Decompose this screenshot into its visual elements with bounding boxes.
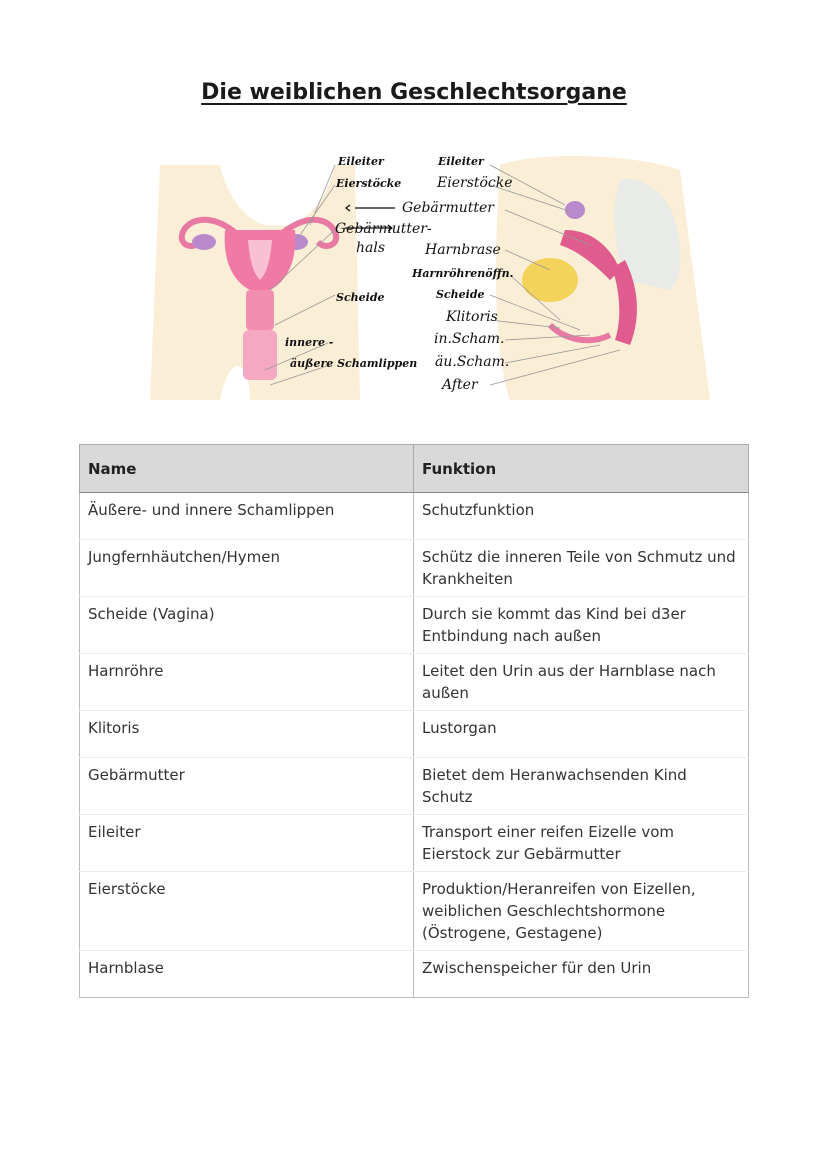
organ-function: Produktion/Heranreifen von Eizellen, weiblichen Geschlechtshormone (Östrogene, Gestagene) <box>414 872 749 951</box>
table-row <box>80 493 749 540</box>
organ-function: Transport einer reifen Eizelle vom Eierstock zur Gebärmutter <box>414 815 749 872</box>
organ-name: Harnröhre <box>80 654 414 711</box>
organ-function: Bietet dem Heranwachsenden Kind Schutz <box>414 758 749 815</box>
label-side-harnroehre: Harnröhrenöffn. <box>412 267 514 280</box>
label-side-eierstoecke: Eierstöcke <box>437 175 513 191</box>
organ-name: Eileiter <box>80 815 414 872</box>
label-front-eierstoecke: Eierstöcke <box>336 177 402 190</box>
table-row <box>80 872 749 951</box>
table-header-row <box>80 445 749 493</box>
table-row <box>80 597 749 654</box>
label-side-eileiter: Eileiter <box>438 155 484 168</box>
anatomy-figure <box>120 150 710 400</box>
organ-name: Äußere- und innere Schamlippen <box>80 493 414 540</box>
organ-function: Leitet den Urin aus der Harnblase nach außen <box>414 654 749 711</box>
table-row <box>80 654 749 711</box>
label-side-after: After <box>442 377 478 393</box>
table-row <box>80 758 749 815</box>
header-funktion: Funktion <box>414 445 749 493</box>
label-front-scheide: Scheide <box>336 291 385 304</box>
label-front-aeussere: äußere Schamlippen <box>290 357 418 370</box>
label-front-gebaermutterhals-1: Gebärmutter- <box>335 221 432 237</box>
organ-name: Gebärmutter <box>80 758 414 815</box>
organ-function: Zwischenspeicher für den Urin <box>414 951 749 998</box>
organ-name: Eierstöcke <box>80 872 414 951</box>
organ-name: Harnblase <box>80 951 414 998</box>
organ-name: Scheide (Vagina) <box>80 597 414 654</box>
label-side-gebaermutter: Gebärmutter <box>402 200 494 216</box>
label-side-in-scham: in.Scham. <box>434 331 505 347</box>
organ-name: Jungfernhäutchen/Hymen <box>80 540 414 597</box>
organ-function: Lustorgan <box>414 711 749 758</box>
label-front-innere: innere - <box>285 336 334 349</box>
label-front-gebaermutterhals-2: hals <box>356 240 386 256</box>
label-side-klitoris: Klitoris <box>446 309 498 325</box>
table-row <box>80 711 749 758</box>
table-row <box>80 951 749 998</box>
organ-name: Klitoris <box>80 711 414 758</box>
page-title: Die weiblichen Geschlechtsorgane <box>201 80 627 105</box>
label-front-eileiter: Eileiter <box>338 155 384 168</box>
table-row <box>80 540 749 597</box>
organ-table <box>79 444 749 998</box>
organ-function: Durch sie kommt das Kind bei d3er Entbindung nach außen <box>414 597 749 654</box>
table-row <box>80 815 749 872</box>
organ-function: Schutzfunktion <box>414 493 749 540</box>
label-side-harnblase: Harnbrase <box>425 242 501 258</box>
label-side-scheide: Scheide <box>436 288 485 301</box>
header-name: Name <box>80 445 414 493</box>
organ-function: Schütz die inneren Teile von Schmutz und Krankheiten <box>414 540 749 597</box>
label-side-au-scham: äu.Scham. <box>435 354 510 370</box>
